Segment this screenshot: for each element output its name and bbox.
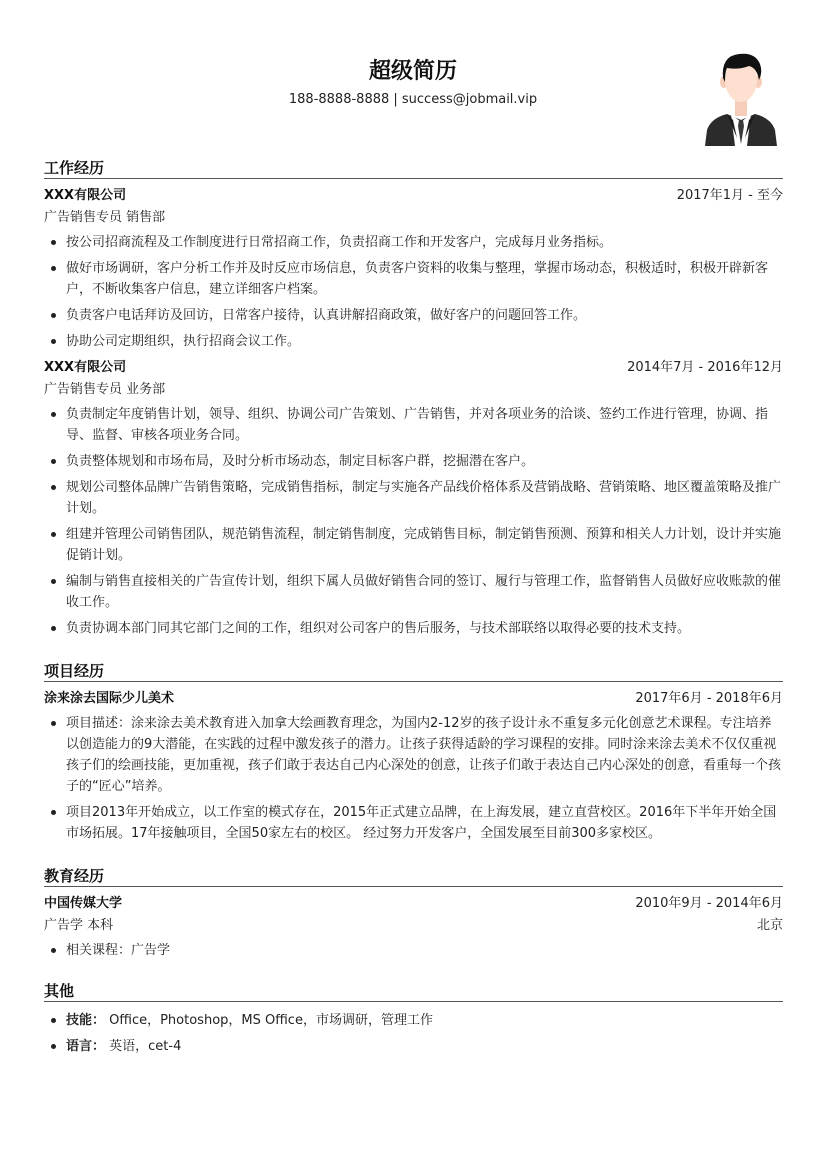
school-name: 中国传媒大学 (44, 896, 123, 911)
work-entry-head (44, 357, 783, 379)
degree-line (44, 915, 783, 937)
date-range: 2017年1月 - 至今 (676, 188, 783, 203)
section-title-other: 其他 (44, 980, 783, 1002)
project-section (44, 660, 783, 844)
bullet-item: 组建并管理公司销售团队，规范销售流程，制定销售制度，完成销售目标，制定销售预测、预算和相关人力计划，设计并实施促销计划。 (44, 524, 783, 566)
skill-item (44, 1010, 783, 1031)
skill-value: Office，Photoshop，MS Office，市场调研，管理工作 (105, 1013, 433, 1028)
role-line (44, 379, 783, 401)
role-line (44, 207, 783, 229)
resume-header (0, 0, 826, 160)
language-item (44, 1036, 783, 1057)
project-entry-head (44, 688, 783, 710)
person-avatar-icon (703, 50, 779, 146)
contact-info: 188-8888-8888 | success@jobmail.vip (288, 92, 538, 107)
other-section (44, 980, 783, 1057)
bullet-item: 负责客户电话拜访及回访，日常客户接待，认真讲解招商政策，做好客户的问题回答工作。 (44, 305, 783, 326)
bullet-item: 协助公司定期组织，执行招商会议工作。 (44, 331, 783, 352)
work-entry-head (44, 185, 783, 207)
section-title-project: 项目经历 (44, 660, 783, 682)
work-bullets (44, 232, 783, 352)
bullet-item: 项目描述：涂来涂去美术教育进入加拿大绘画教育理念，为国内2-12岁的孩子设计永不重复多元化创意艺术课程。专注培养以创造能力的9大潜能，在实践的过程中激发孩子的潜力。让孩子获得适龄的学习课程的安排。同时涂来涂去美术不仅仅重视孩子们的绘画技能，更加重视，孩子们敢于表达自己内心深处的创意，让孩子们敢于表达自己内心深处的创意，看重每一个孩子的“匠心”培养。 (44, 713, 783, 797)
degree: 广告学 本科 (44, 918, 114, 933)
bullet-item: 规划公司整体品牌广告销售策略，完成销售指标，制定与实施各产品线价格体系及营销战略、营销策略、地区覆盖策略及推广计划。 (44, 477, 783, 519)
work-bullets (44, 404, 783, 639)
bullet-item: 编制与销售直接相关的广告宣传计划，组织下属人员做好销售合同的签订、履行与管理工作，监督销售人员做好应收账款的催收工作。 (44, 571, 783, 613)
bullet-item: 做好市场调研，客户分析工作并及时反应市场信息，负责客户资料的收集与整理，掌握市场动态，积极适时，积极开辟新客户，不断收集客户信息，建立详细客户档案。 (44, 258, 783, 300)
bullet-item: 相关课程：广告学 (44, 940, 783, 961)
role: 广告销售专员 业务部 (44, 382, 166, 397)
education-section (44, 865, 783, 961)
date-range: 2017年6月 - 2018年6月 (635, 691, 783, 706)
bullet-item: 负责制定年度销售计划，领导、组织、协调公司广告策划、广告销售，并对各项业务的洽谈、签约工作进行管理，协调、指导、监督、审核各项业务合同。 (44, 404, 783, 446)
work-section (44, 157, 783, 639)
education-entry-head (44, 893, 783, 915)
bullet-item: 负责整体规划和市场布局，及时分析市场动态，制定目标客户群，挖掘潜在客户。 (44, 451, 783, 472)
bullet-item: 负责协调本部门同其它部门之间的工作，组织对公司客户的售后服务，与技术部联络以取得必要的技术支持。 (44, 618, 783, 639)
language-value: 英语，cet-4 (105, 1039, 182, 1054)
project-name: 涂来涂去国际少儿美术 (44, 691, 175, 706)
date-range: 2010年9月 - 2014年6月 (635, 896, 783, 911)
section-title-education: 教育经历 (44, 865, 783, 887)
resume-body (44, 157, 783, 1062)
bullet-item: 按公司招商流程及工作制度进行日常招商工作，负责招商工作和开发客户，完成每月业务指标。 (44, 232, 783, 253)
date-range: 2014年7月 - 2016年12月 (627, 360, 783, 375)
role: 广告销售专员 销售部 (44, 210, 166, 225)
location: 北京 (756, 918, 783, 933)
project-bullets (44, 713, 783, 844)
company-name: XXX有限公司 (44, 188, 127, 203)
resume-name: 超级简历 (368, 59, 457, 84)
other-bullets (44, 1010, 783, 1057)
education-bullets (44, 940, 783, 961)
company-name: XXX有限公司 (44, 360, 127, 375)
bullet-item: 项目2013年开始成立，以工作室的模式存在，2015年正式建立品牌，在上海发展，建立直营校区。2016年下半年开始全国市场拓展。17年接触项目，全国50家左右的校区。 经过努力开发客户，全国发展至目前300多家校区。 (44, 802, 783, 844)
language-label: 语言： (66, 1039, 106, 1054)
skill-label: 技能： (66, 1013, 106, 1028)
section-title-work: 工作经历 (44, 157, 783, 179)
